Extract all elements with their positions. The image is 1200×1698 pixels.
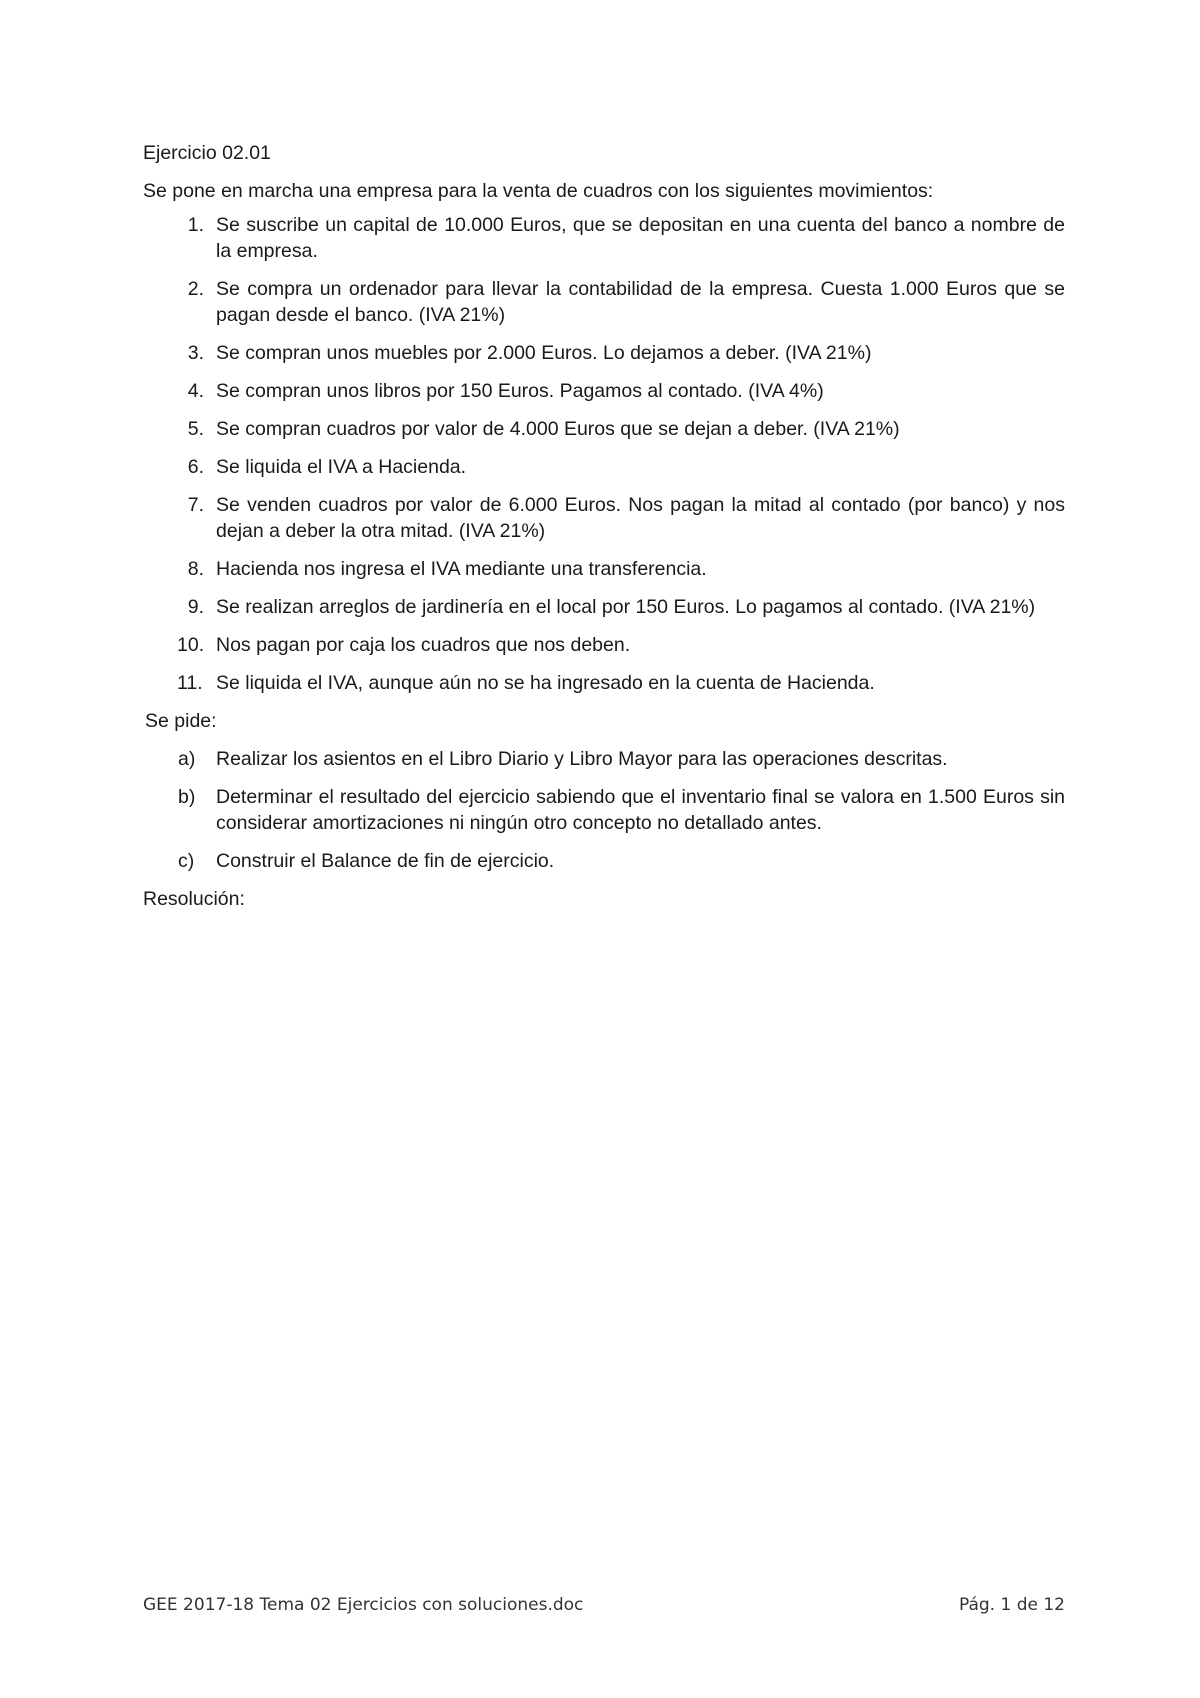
movement-item-text: Se liquida el IVA, aunque aún no se ha ingresado en la cuenta de Hacienda. bbox=[216, 672, 875, 694]
movement-item-number: 9. bbox=[187, 596, 204, 618]
movement-item-number: 5. bbox=[187, 418, 204, 440]
movement-item bbox=[143, 632, 1065, 658]
request-item-text: Realizar los asientos en el Libro Diario y Libro Mayor para las operaciones descritas. bbox=[216, 748, 948, 770]
movement-item-text: Se venden cuadros por valor de 6.000 Euros. Nos pagan la mitad al contado (por banco) y nos dejan a deber la otra mitad. (IVA 21%) bbox=[216, 494, 1065, 542]
movement-item bbox=[143, 556, 1065, 582]
movements-list bbox=[143, 212, 1065, 696]
movement-item-text: Se liquida el IVA a Hacienda. bbox=[216, 456, 467, 478]
movement-item bbox=[143, 378, 1065, 404]
resolucion-heading: Resolución: bbox=[143, 888, 245, 910]
request-item-number: a) bbox=[178, 748, 196, 770]
se-pide-heading: Se pide: bbox=[145, 710, 217, 732]
movement-item bbox=[143, 492, 1065, 544]
footer-page-number: Pág. 1 de 12 bbox=[958, 1595, 1065, 1615]
movement-item-number: 2. bbox=[187, 278, 204, 300]
movement-item bbox=[143, 212, 1065, 264]
page-footer bbox=[143, 1595, 1065, 1615]
movement-item bbox=[143, 416, 1065, 442]
movement-item-number: 11. bbox=[177, 672, 203, 694]
movement-item-number: 4. bbox=[187, 380, 204, 402]
request-item-text: Determinar el resultado del ejercicio sabiendo que el inventario final se valora en 1.500 Euros sin considerar amortizaciones ni ningún otro concepto no detallado antes. bbox=[216, 786, 1065, 834]
document-body bbox=[143, 140, 1065, 912]
movement-item-text: Se compran unos libros por 150 Euros. Pagamos al contado. (IVA 4%) bbox=[216, 380, 824, 402]
movement-item bbox=[143, 670, 1065, 696]
movement-item bbox=[143, 594, 1065, 620]
movement-item bbox=[143, 454, 1065, 480]
request-item-number: b) bbox=[178, 786, 196, 808]
footer-filename: GEE 2017-18 Tema 02 Ejercicios con soluciones.doc bbox=[143, 1595, 584, 1615]
movement-item-text: Nos pagan por caja los cuadros que nos deben. bbox=[216, 634, 631, 656]
request-item bbox=[143, 784, 1065, 836]
movement-item-number: 10. bbox=[177, 634, 205, 656]
exercise-title: Ejercicio 02.01 bbox=[143, 142, 271, 164]
movement-item-text: Hacienda nos ingresa el IVA mediante una transferencia. bbox=[216, 558, 707, 580]
movement-item bbox=[143, 340, 1065, 366]
request-item bbox=[143, 848, 1065, 874]
movement-item-text: Se compran cuadros por valor de 4.000 Euros que se dejan a deber. (IVA 21%) bbox=[216, 418, 900, 440]
movement-item-text: Se realizan arreglos de jardinería en el local por 150 Euros. Lo pagamos al contado. (IVA 21%) bbox=[216, 596, 1036, 618]
movement-item bbox=[143, 276, 1065, 328]
request-item bbox=[143, 746, 1065, 772]
movement-item-text: Se suscribe un capital de 10.000 Euros, que se depositan en una cuenta del banco a nombre de la empresa. bbox=[216, 214, 1065, 262]
movement-item-number: 1. bbox=[187, 214, 204, 236]
movement-item-number: 7. bbox=[187, 494, 204, 516]
exercise-intro: Se pone en marcha una empresa para la venta de cuadros con los siguientes movimientos: bbox=[143, 180, 934, 202]
movement-item-text: Se compra un ordenador para llevar la contabilidad de la empresa. Cuesta 1.000 Euros que se pagan desde el banco. (IVA 21%) bbox=[216, 278, 1065, 326]
requests-list bbox=[143, 746, 1065, 874]
request-item-number: c) bbox=[178, 850, 195, 872]
movement-item-number: 3. bbox=[187, 342, 204, 364]
movement-item-number: 8. bbox=[187, 558, 204, 580]
request-item-text: Construir el Balance de fin de ejercicio. bbox=[216, 850, 555, 872]
movement-item-text: Se compran unos muebles por 2.000 Euros. Lo dejamos a deber. (IVA 21%) bbox=[216, 342, 872, 364]
movement-item-number: 6. bbox=[187, 456, 204, 478]
